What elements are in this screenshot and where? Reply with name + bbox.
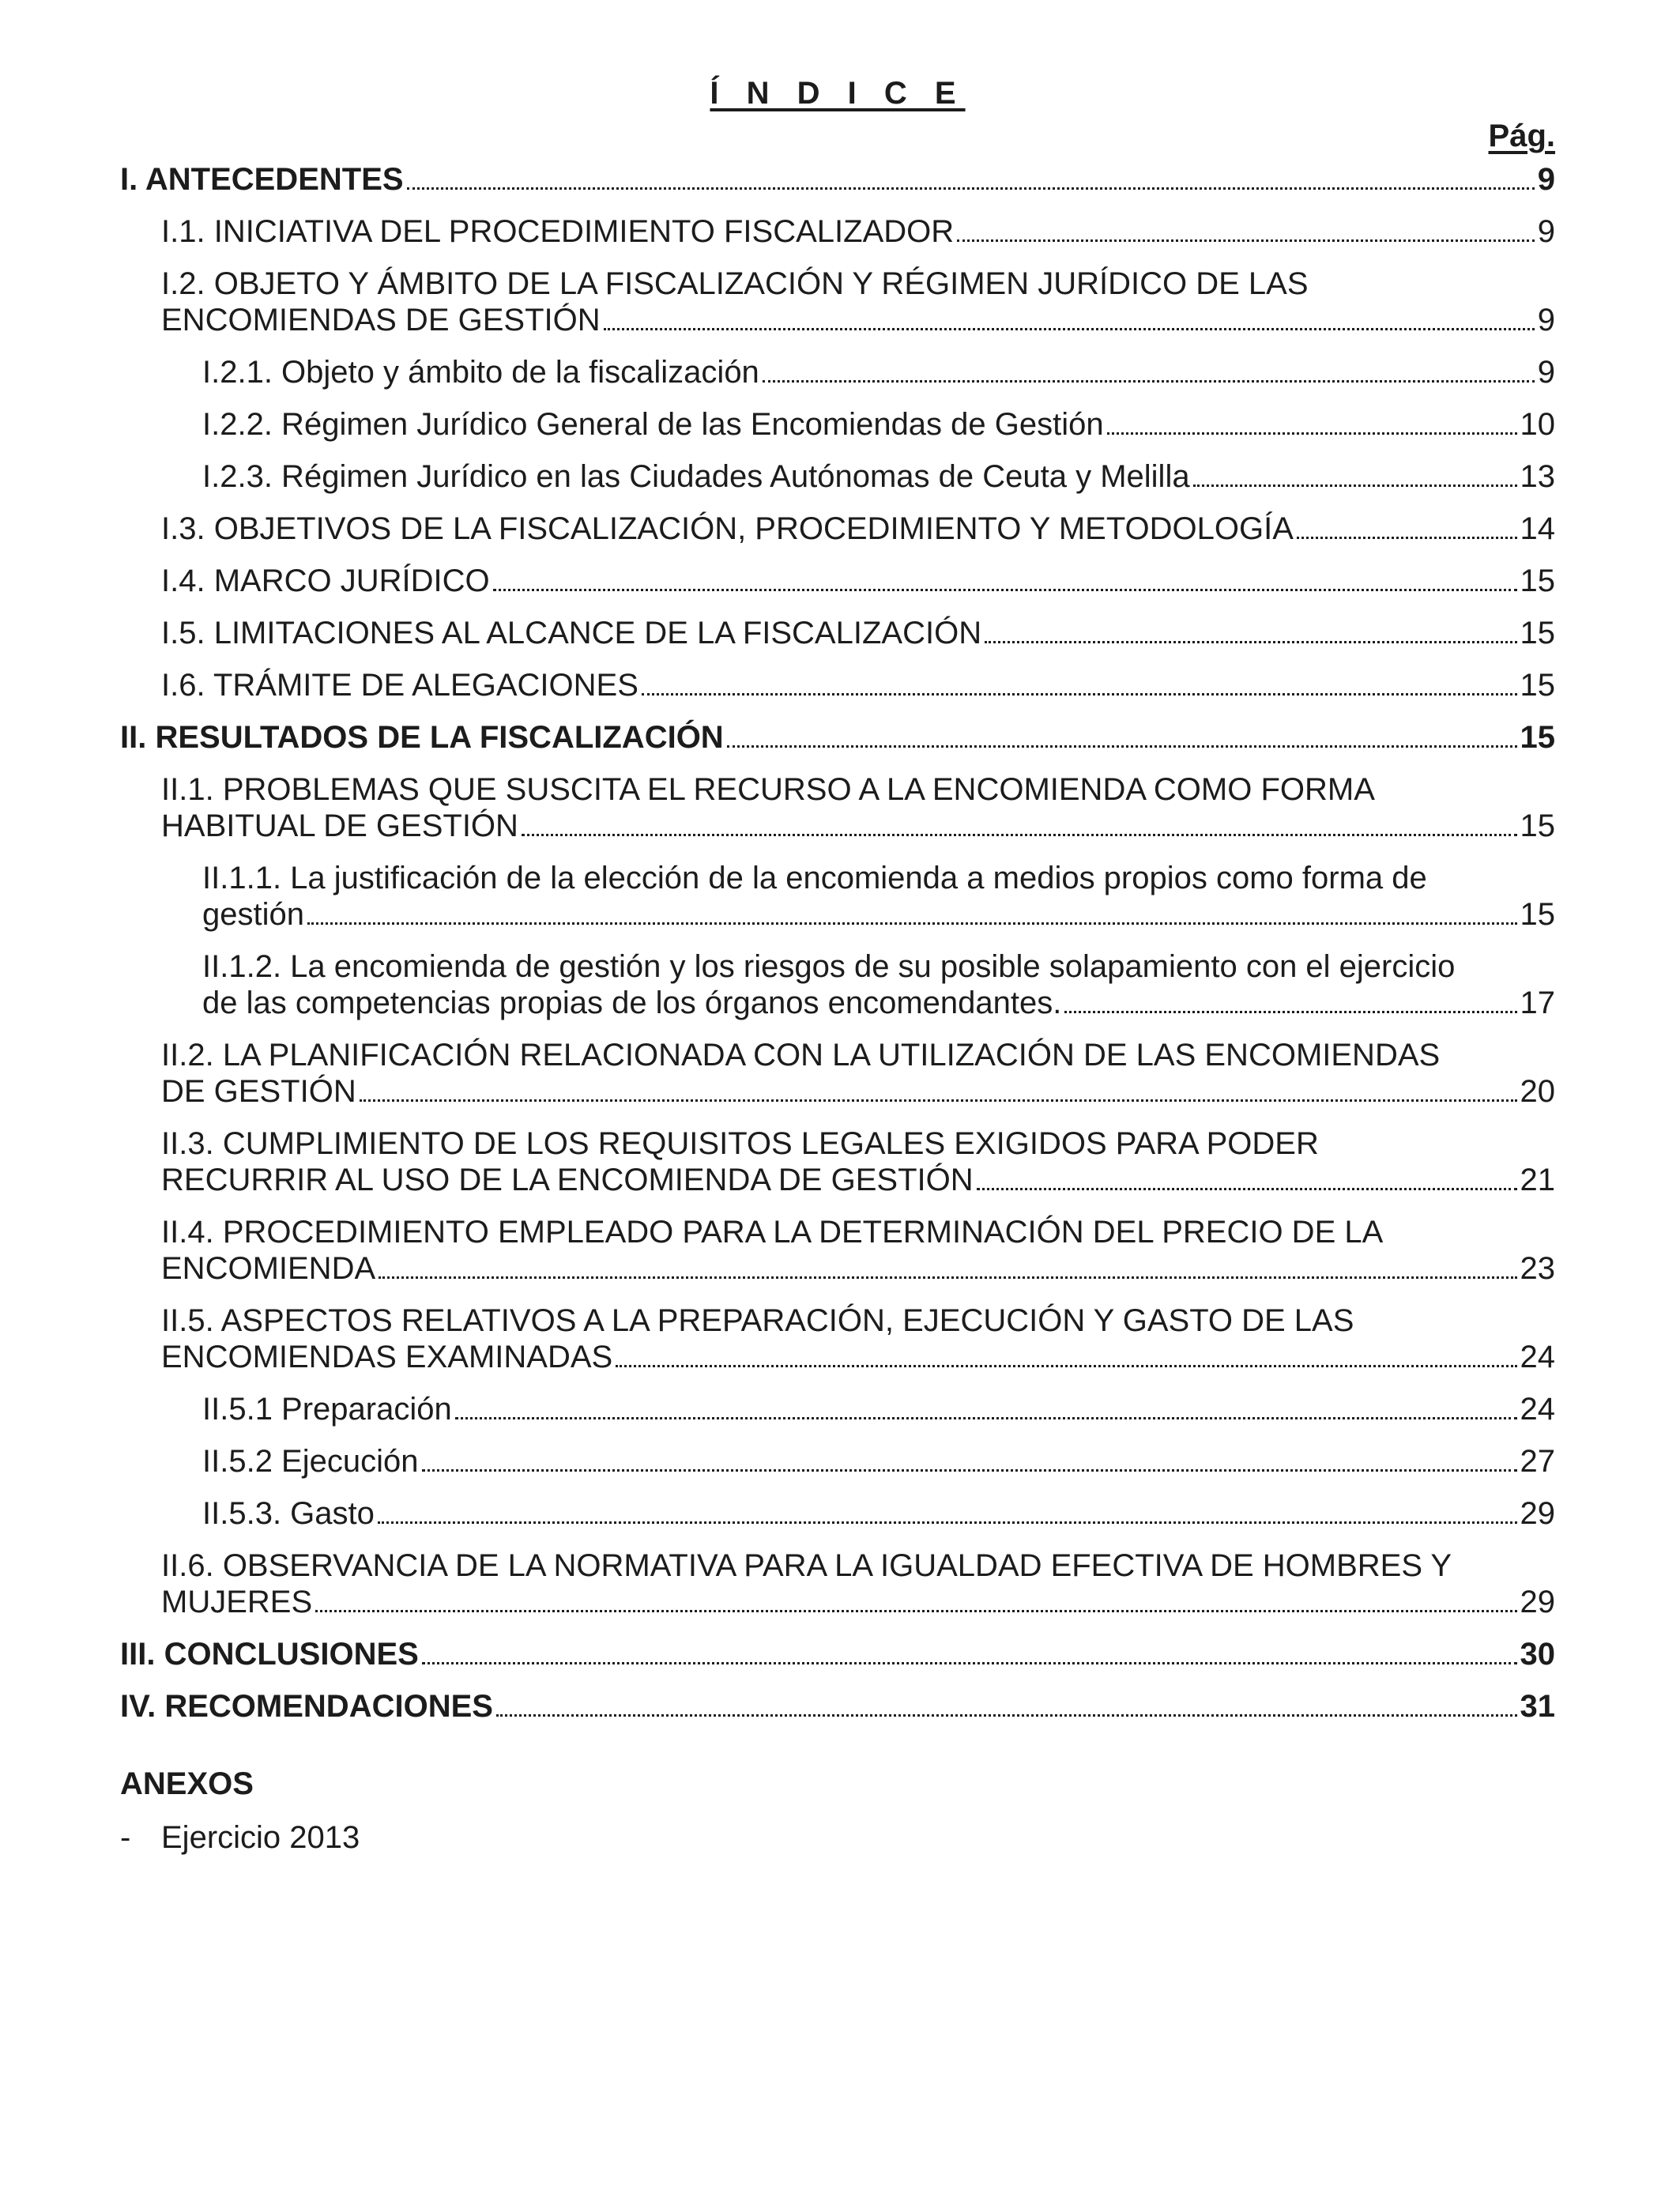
toc-entry-row bbox=[202, 896, 1555, 933]
toc-entry[interactable] bbox=[120, 213, 1555, 250]
toc-entry[interactable] bbox=[120, 615, 1555, 651]
toc-entry-row bbox=[161, 1073, 1555, 1110]
dot-leader bbox=[422, 1469, 1517, 1472]
toc-entry[interactable] bbox=[120, 1495, 1555, 1532]
toc-entry-page-number: 15 bbox=[1520, 720, 1555, 755]
dot-leader bbox=[642, 693, 1517, 696]
toc-entry-page-number: 20 bbox=[1520, 1074, 1555, 1109]
toc-entry-page-number: 9 bbox=[1537, 214, 1555, 249]
toc-entry[interactable] bbox=[120, 1547, 1555, 1620]
dot-leader bbox=[493, 589, 1517, 591]
toc-entry-row bbox=[202, 1391, 1555, 1427]
toc-entry-row bbox=[120, 1688, 1555, 1725]
dot-leader bbox=[407, 187, 1535, 190]
toc-entry-row bbox=[161, 213, 1555, 250]
toc-entry[interactable] bbox=[120, 1037, 1555, 1110]
toc-entry[interactable] bbox=[120, 406, 1555, 443]
toc-entry[interactable] bbox=[120, 266, 1555, 338]
toc-entry-title: I.2.3. Régimen Jurídico en las Ciudades Autónomas de Ceuta y Melilla bbox=[202, 459, 1190, 494]
toc-entry-page-number: 24 bbox=[1520, 1340, 1555, 1374]
toc-entry-page-number: 30 bbox=[1520, 1637, 1555, 1672]
toc-entry-page-number: 15 bbox=[1520, 616, 1555, 650]
toc-entry-page-number: 24 bbox=[1520, 1392, 1555, 1427]
page-column-label: Pág. bbox=[1488, 119, 1555, 153]
toc-entry-title: II.5.2 Ejecución bbox=[202, 1444, 419, 1479]
toc-entry-title: III. CONCLUSIONES bbox=[120, 1637, 419, 1672]
toc-entry-row bbox=[161, 667, 1555, 703]
toc-entry-title-line: II.1.1. La justificación de la elección de la encomienda a medios propios como forma de bbox=[202, 861, 1427, 895]
toc-entry-title: I. ANTECEDENTES bbox=[120, 162, 404, 197]
dot-leader bbox=[616, 1365, 1516, 1367]
dot-leader bbox=[1107, 432, 1517, 435]
toc-entry-title: RECURRIR AL USO DE LA ENCOMIENDA DE GESTIÓN bbox=[161, 1163, 974, 1197]
toc-entry-title: I.6. TRÁMITE DE ALEGACIONES bbox=[161, 668, 638, 703]
toc-entry-page-number: 15 bbox=[1520, 897, 1555, 932]
toc-entry-row bbox=[161, 302, 1555, 338]
toc-entry[interactable] bbox=[120, 1214, 1555, 1287]
toc-entry-title: II.5.1 Preparación bbox=[202, 1392, 452, 1427]
toc-entry[interactable] bbox=[120, 563, 1555, 599]
toc-entry[interactable] bbox=[120, 354, 1555, 390]
toc-entry[interactable] bbox=[120, 1443, 1555, 1480]
toc-entry[interactable] bbox=[120, 1391, 1555, 1427]
toc-entry-row bbox=[161, 511, 1555, 547]
toc-entry-page-number: 17 bbox=[1520, 986, 1555, 1020]
toc-entry-title: MUJERES bbox=[161, 1585, 313, 1619]
toc-entry-title: ENCOMIENDA bbox=[161, 1251, 376, 1286]
dot-leader bbox=[315, 1610, 1516, 1612]
toc-entry-row bbox=[161, 1162, 1555, 1198]
annexes-heading: ANEXOS bbox=[120, 1766, 254, 1801]
toc-entry-page-number: 31 bbox=[1520, 1689, 1555, 1724]
toc-entry-row bbox=[202, 1495, 1555, 1532]
dot-leader bbox=[379, 1276, 1516, 1279]
index-title: Í N D I C E bbox=[710, 76, 966, 111]
dot-leader bbox=[360, 1099, 1517, 1102]
dot-leader bbox=[422, 1662, 1517, 1664]
toc-entry-title: ENCOMIENDAS DE GESTIÓN bbox=[161, 303, 601, 337]
toc-entry-title: II.5.3. Gasto bbox=[202, 1496, 375, 1531]
annexes-list bbox=[120, 1819, 1555, 1856]
dot-leader bbox=[1193, 484, 1517, 487]
toc-entry-title: I.5. LIMITACIONES AL ALCANCE DE LA FISCALIZACIÓN bbox=[161, 616, 982, 650]
table-of-contents bbox=[120, 161, 1555, 1725]
toc-entry[interactable] bbox=[120, 1302, 1555, 1375]
toc-entry[interactable] bbox=[120, 667, 1555, 703]
toc-entry[interactable] bbox=[120, 1125, 1555, 1198]
toc-entry-title-line: II.1. PROBLEMAS QUE SUSCITA EL RECURSO A LA ENCOMIENDA COMO FORMA bbox=[161, 772, 1375, 807]
toc-entry-title-line: II.6. OBSERVANCIA DE LA NORMATIVA PARA LA IGUALDAD EFECTIVA DE HOMBRES Y bbox=[161, 1548, 1452, 1583]
toc-entry-title-line: II.1.2. La encomienda de gestión y los riesgos de su posible solapamiento con el ejercicio bbox=[202, 949, 1456, 984]
toc-entry[interactable] bbox=[120, 771, 1555, 844]
list-bullet: - bbox=[120, 1820, 131, 1855]
toc-entry-title: I.2.1. Objeto y ámbito de la fiscalización bbox=[202, 355, 759, 390]
dot-leader bbox=[977, 1188, 1517, 1190]
toc-entry-title: de las competencias propias de los órganos encomendantes. bbox=[202, 986, 1062, 1020]
toc-entry-row bbox=[120, 161, 1555, 198]
document-page bbox=[120, 77, 1555, 1856]
toc-entry-page-number: 9 bbox=[1537, 162, 1555, 197]
toc-entry-title: IV. RECOMENDACIONES bbox=[120, 1689, 493, 1724]
toc-entry-title: HABITUAL DE GESTIÓN bbox=[161, 809, 518, 843]
toc-entry-title: I.1. INICIATIVA DEL PROCEDIMIENTO FISCALIZADOR bbox=[161, 214, 955, 249]
toc-entry-page-number: 14 bbox=[1520, 511, 1555, 546]
toc-entry-row bbox=[120, 1636, 1555, 1672]
toc-entry-row bbox=[202, 354, 1555, 390]
dot-leader bbox=[985, 641, 1516, 643]
toc-entry-row bbox=[202, 1443, 1555, 1480]
toc-entry-row bbox=[202, 458, 1555, 495]
toc-entry-row bbox=[120, 719, 1555, 756]
toc-entry-page-number: 29 bbox=[1520, 1585, 1555, 1619]
toc-entry-title: II. RESULTADOS DE LA FISCALIZACIÓN bbox=[120, 720, 724, 755]
toc-entry-page-number: 23 bbox=[1520, 1251, 1555, 1286]
toc-entry-title: DE GESTIÓN bbox=[161, 1074, 356, 1109]
toc-entry[interactable] bbox=[120, 161, 1555, 198]
toc-entry-title: gestión bbox=[202, 897, 304, 932]
dot-leader bbox=[378, 1521, 1517, 1524]
toc-entry-row bbox=[161, 1250, 1555, 1287]
toc-entry-title-line: II.3. CUMPLIMIENTO DE LOS REQUISITOS LEGALES EXIGIDOS PARA PODER bbox=[161, 1126, 1319, 1161]
dot-leader bbox=[1297, 537, 1517, 539]
toc-entry[interactable] bbox=[120, 511, 1555, 547]
dot-leader bbox=[763, 380, 1535, 383]
dot-leader bbox=[496, 1714, 1517, 1717]
toc-entry-page-number: 9 bbox=[1537, 355, 1555, 390]
toc-entry-title: I.4. MARCO JURÍDICO bbox=[161, 564, 490, 598]
toc-entry[interactable] bbox=[120, 948, 1555, 1021]
toc-entry-row bbox=[202, 406, 1555, 443]
toc-entry-title: I.2.2. Régimen Jurídico General de las Encomiendas de Gestión bbox=[202, 407, 1104, 442]
toc-entry-row bbox=[161, 1584, 1555, 1620]
toc-entry-page-number: 9 bbox=[1537, 303, 1555, 337]
toc-entry[interactable] bbox=[120, 719, 1555, 756]
toc-entry-row bbox=[161, 808, 1555, 844]
dot-leader bbox=[522, 834, 1517, 836]
toc-entry-row bbox=[161, 1339, 1555, 1375]
toc-entry-page-number: 10 bbox=[1520, 407, 1555, 442]
toc-entry-title-line: I.2. OBJETO Y ÁMBITO DE LA FISCALIZACIÓN Y RÉGIMEN JURÍDICO DE LAS bbox=[161, 266, 1309, 301]
dot-leader bbox=[727, 745, 1517, 748]
toc-entry-title: I.3. OBJETIVOS DE LA FISCALIZACIÓN, PROCEDIMIENTO Y METODOLOGÍA bbox=[161, 511, 1294, 546]
toc-entry-title-line: II.2. LA PLANIFICACIÓN RELACIONADA CON LA UTILIZACIÓN DE LAS ENCOMIENDAS bbox=[161, 1038, 1441, 1072]
annex-item[interactable] bbox=[120, 1819, 1555, 1856]
toc-entry-page-number: 15 bbox=[1520, 668, 1555, 703]
toc-entry-title-line: II.5. ASPECTOS RELATIVOS A LA PREPARACIÓN, EJECUCIÓN Y GASTO DE LAS bbox=[161, 1303, 1354, 1338]
toc-entry-page-number: 13 bbox=[1520, 459, 1555, 494]
annex-item-label: Ejercicio 2013 bbox=[161, 1820, 360, 1855]
toc-entry-page-number: 15 bbox=[1520, 564, 1555, 598]
toc-entry-row bbox=[161, 563, 1555, 599]
dot-leader bbox=[455, 1417, 1517, 1419]
dot-leader bbox=[957, 239, 1535, 242]
toc-entry-page-number: 15 bbox=[1520, 809, 1555, 843]
toc-entry[interactable] bbox=[120, 1636, 1555, 1672]
toc-entry-row bbox=[202, 985, 1555, 1021]
toc-entry-page-number: 27 bbox=[1520, 1444, 1555, 1479]
toc-entry[interactable] bbox=[120, 860, 1555, 933]
toc-entry-row bbox=[161, 615, 1555, 651]
toc-entry-title: ENCOMIENDAS EXAMINADAS bbox=[161, 1340, 613, 1374]
toc-entry-title-line: II.4. PROCEDIMIENTO EMPLEADO PARA LA DETERMINACIÓN DEL PRECIO DE LA bbox=[161, 1215, 1384, 1250]
toc-entry-page-number: 21 bbox=[1520, 1163, 1555, 1197]
toc-entry-page-number: 29 bbox=[1520, 1496, 1555, 1531]
dot-leader bbox=[1064, 1011, 1516, 1013]
dot-leader bbox=[604, 328, 1535, 330]
dot-leader bbox=[307, 922, 1517, 925]
toc-entry[interactable] bbox=[120, 1688, 1555, 1725]
toc-entry[interactable] bbox=[120, 458, 1555, 495]
